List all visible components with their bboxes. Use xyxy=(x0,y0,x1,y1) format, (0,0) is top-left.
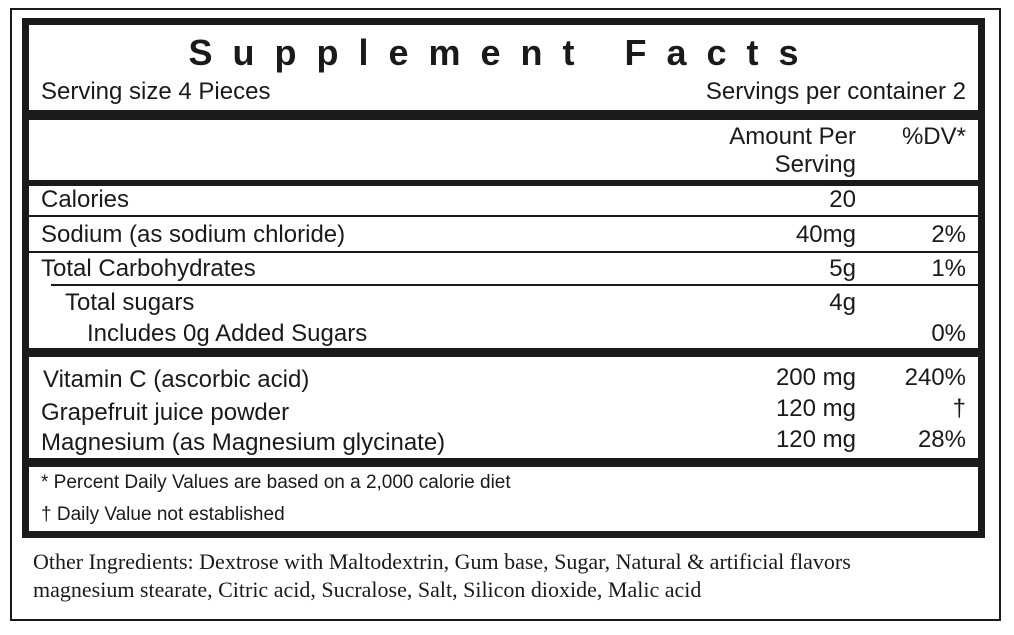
row-divider-indented xyxy=(51,284,978,286)
row-carbs-amount: 5g xyxy=(829,255,856,282)
row-vitamin-c-amount: 200 mg xyxy=(775,364,856,391)
row-magnesium-name: Magnesium (as Magnesium glycinate) xyxy=(41,429,446,456)
row-calories-name: Calories xyxy=(41,186,130,213)
row-magnesium-amount: 120 mg xyxy=(775,426,856,453)
row-divider xyxy=(29,215,978,217)
row-sodium-amount: 40mg xyxy=(795,221,856,248)
other-ingredients-line2: magnesium stearate, Citric acid, Sucralose, Salt, Silicon dioxide, Malic acid xyxy=(33,577,702,602)
panel-title: Supplement Facts xyxy=(188,32,819,73)
header-amount-line1: Amount Per xyxy=(729,123,856,150)
row-grapefruit-name: Grapefruit juice powder xyxy=(41,399,290,426)
row-calories-amount: 20 xyxy=(829,186,856,213)
row-sugars-name: Total sugars xyxy=(65,289,195,316)
row-grapefruit-dv: † xyxy=(952,395,966,422)
footnote-percent-dv: * Percent Daily Values are based on a 2,000 calorie diet xyxy=(41,472,511,493)
footnote-dagger: † Daily Value not established xyxy=(41,504,285,525)
row-sodium-name: Sodium (as sodium chloride) xyxy=(41,221,346,248)
thick-divider xyxy=(29,348,978,357)
row-magnesium-dv: 28% xyxy=(917,426,966,453)
other-ingredients-line1: Other Ingredients: Dextrose with Maltodextrin, Gum base, Sugar, Natural & artificial flavors xyxy=(33,549,851,574)
row-carbs-name: Total Carbohydrates xyxy=(41,255,256,282)
row-vitamin-c-name: Vitamin C (ascorbic acid) xyxy=(43,366,310,393)
row-divider xyxy=(29,251,978,253)
servings-per-container: Servings per container 2 xyxy=(705,78,966,105)
header-dv: %DV* xyxy=(901,123,966,150)
row-sugars-amount: 4g xyxy=(829,289,856,316)
thick-divider xyxy=(29,458,978,467)
row-added-sugars-dv: 0% xyxy=(931,320,966,347)
supplement-facts-panel xyxy=(22,18,985,538)
row-grapefruit-amount: 120 mg xyxy=(775,395,856,422)
thick-divider xyxy=(29,110,978,120)
serving-size: Serving size 4 Pieces xyxy=(41,78,271,105)
row-vitamin-c-dv: 240% xyxy=(904,364,966,391)
row-carbs-dv: 1% xyxy=(931,255,966,282)
header-amount-line2: Serving xyxy=(774,151,856,178)
row-added-sugars-name: Includes 0g Added Sugars xyxy=(87,320,368,347)
row-sodium-dv: 2% xyxy=(931,221,966,248)
